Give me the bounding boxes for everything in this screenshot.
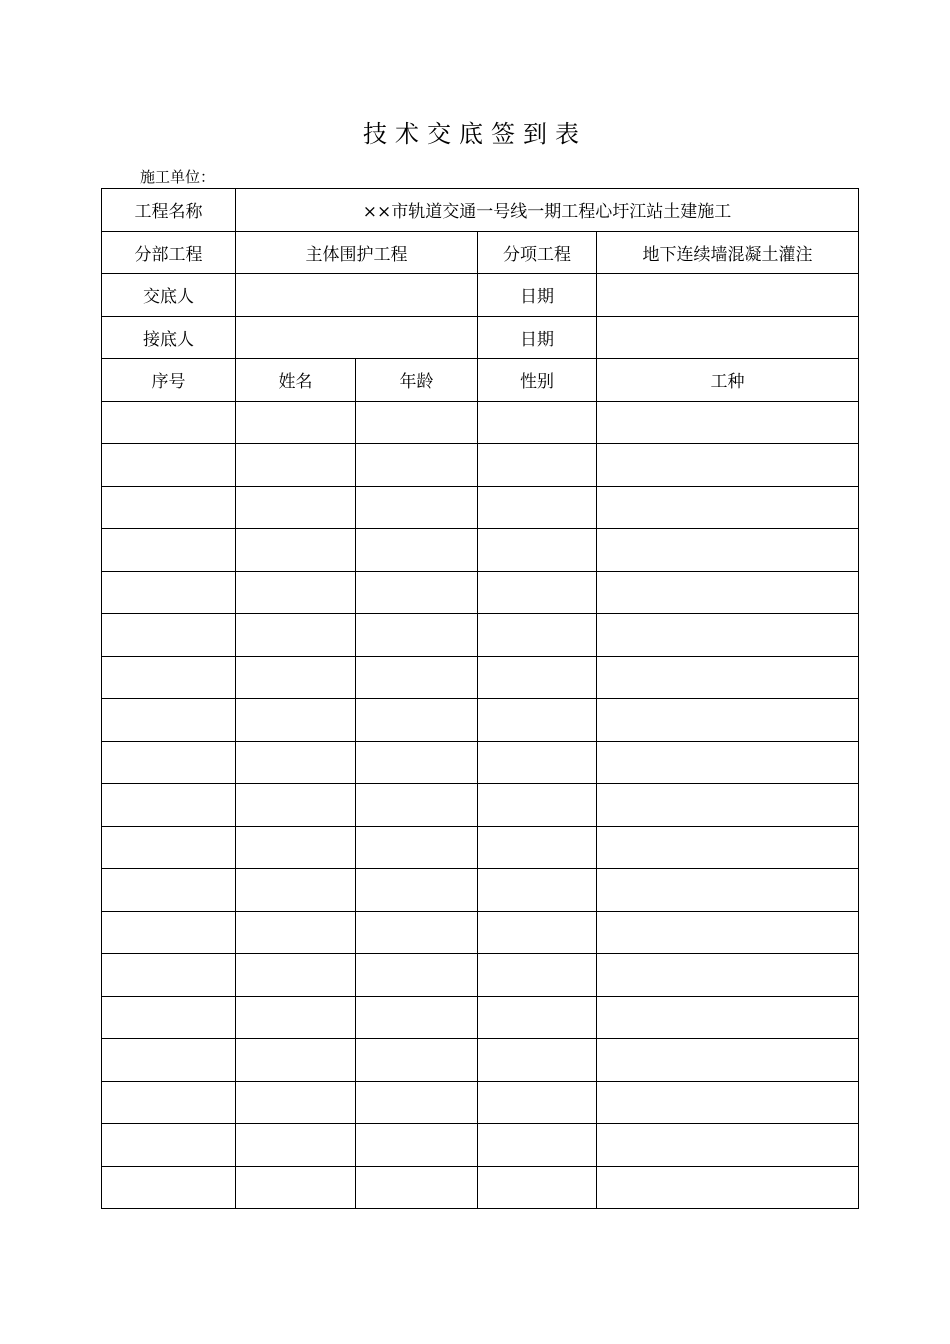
serial-cell[interactable] bbox=[102, 826, 236, 869]
issuer-value[interactable] bbox=[236, 274, 478, 317]
sub-project-row bbox=[102, 231, 859, 274]
receiver-value[interactable] bbox=[236, 316, 478, 359]
trade-cell[interactable] bbox=[597, 869, 859, 912]
age-cell[interactable] bbox=[356, 614, 478, 657]
trade-cell[interactable] bbox=[597, 826, 859, 869]
name-cell[interactable] bbox=[236, 826, 356, 869]
trade-cell[interactable] bbox=[597, 699, 859, 742]
table-row bbox=[102, 954, 859, 997]
age-cell[interactable] bbox=[356, 1166, 478, 1209]
table-row bbox=[102, 869, 859, 912]
gender-cell[interactable] bbox=[478, 996, 597, 1039]
age-cell[interactable] bbox=[356, 656, 478, 699]
gender-cell[interactable] bbox=[478, 486, 597, 529]
serial-cell[interactable] bbox=[102, 1039, 236, 1082]
name-cell[interactable] bbox=[236, 741, 356, 784]
name-cell[interactable] bbox=[236, 1039, 356, 1082]
serial-cell[interactable] bbox=[102, 486, 236, 529]
age-cell[interactable] bbox=[356, 1124, 478, 1167]
column-header-row bbox=[102, 359, 859, 402]
age-cell[interactable] bbox=[356, 1081, 478, 1124]
age-cell[interactable] bbox=[356, 699, 478, 742]
serial-cell[interactable] bbox=[102, 571, 236, 614]
issuer-row bbox=[102, 274, 859, 317]
age-cell[interactable] bbox=[356, 784, 478, 827]
trade-cell[interactable] bbox=[597, 784, 859, 827]
trade-cell[interactable] bbox=[597, 1166, 859, 1209]
age-cell[interactable] bbox=[356, 571, 478, 614]
name-cell[interactable] bbox=[236, 911, 356, 954]
issuer-label: 交底人 bbox=[102, 274, 236, 317]
serial-cell[interactable] bbox=[102, 1166, 236, 1209]
trade-cell[interactable] bbox=[597, 1124, 859, 1167]
table-row bbox=[102, 1039, 859, 1082]
gender-cell[interactable] bbox=[478, 401, 597, 444]
serial-cell[interactable] bbox=[102, 869, 236, 912]
name-cell[interactable] bbox=[236, 571, 356, 614]
project-name-label: 工程名称 bbox=[102, 189, 236, 232]
table-row bbox=[102, 699, 859, 742]
column-header-name: 姓名 bbox=[236, 359, 356, 402]
gender-cell[interactable] bbox=[478, 1166, 597, 1209]
serial-cell[interactable] bbox=[102, 444, 236, 487]
column-header-serial: 序号 bbox=[102, 359, 236, 402]
serial-cell[interactable] bbox=[102, 699, 236, 742]
name-cell[interactable] bbox=[236, 1081, 356, 1124]
name-cell[interactable] bbox=[236, 996, 356, 1039]
page-title: 技术交底签到表 bbox=[363, 120, 587, 148]
receiver-date-value[interactable] bbox=[597, 316, 859, 359]
sign-in-table bbox=[101, 188, 859, 1209]
trade-cell[interactable] bbox=[597, 741, 859, 784]
age-cell[interactable] bbox=[356, 741, 478, 784]
name-cell[interactable] bbox=[236, 1124, 356, 1167]
serial-cell[interactable] bbox=[102, 401, 236, 444]
trade-cell[interactable] bbox=[597, 486, 859, 529]
gender-cell[interactable] bbox=[478, 444, 597, 487]
gender-cell[interactable] bbox=[478, 911, 597, 954]
table-row bbox=[102, 1166, 859, 1209]
name-cell[interactable] bbox=[236, 699, 356, 742]
table-row bbox=[102, 826, 859, 869]
gender-cell[interactable] bbox=[478, 826, 597, 869]
trade-cell[interactable] bbox=[597, 954, 859, 997]
name-cell[interactable] bbox=[236, 656, 356, 699]
project-name-value[interactable]: ××市轨道交通一号线一期工程心圩江站土建施工 bbox=[236, 189, 859, 232]
issuer-date-label: 日期 bbox=[478, 274, 597, 317]
name-cell[interactable] bbox=[236, 954, 356, 997]
project-name-row bbox=[102, 189, 859, 232]
table-row bbox=[102, 1081, 859, 1124]
gender-cell[interactable] bbox=[478, 1039, 597, 1082]
table-row bbox=[102, 741, 859, 784]
serial-cell[interactable] bbox=[102, 954, 236, 997]
trade-cell[interactable] bbox=[597, 529, 859, 572]
table-row bbox=[102, 1124, 859, 1167]
serial-cell[interactable] bbox=[102, 614, 236, 657]
table-row bbox=[102, 571, 859, 614]
trade-cell[interactable] bbox=[597, 401, 859, 444]
gender-cell[interactable] bbox=[478, 741, 597, 784]
name-cell[interactable] bbox=[236, 529, 356, 572]
name-cell[interactable] bbox=[236, 614, 356, 657]
table-row bbox=[102, 614, 859, 657]
age-cell[interactable] bbox=[356, 1039, 478, 1082]
serial-cell[interactable] bbox=[102, 1124, 236, 1167]
table-row bbox=[102, 401, 859, 444]
receiver-date-label: 日期 bbox=[478, 316, 597, 359]
gender-cell[interactable] bbox=[478, 614, 597, 657]
table-row bbox=[102, 529, 859, 572]
table-row bbox=[102, 784, 859, 827]
trade-cell[interactable] bbox=[597, 1039, 859, 1082]
gender-cell[interactable] bbox=[478, 954, 597, 997]
age-cell[interactable] bbox=[356, 826, 478, 869]
gender-cell[interactable] bbox=[478, 699, 597, 742]
table-row bbox=[102, 911, 859, 954]
gender-cell[interactable] bbox=[478, 869, 597, 912]
serial-cell[interactable] bbox=[102, 784, 236, 827]
name-cell[interactable] bbox=[236, 401, 356, 444]
name-cell[interactable] bbox=[236, 869, 356, 912]
age-cell[interactable] bbox=[356, 869, 478, 912]
table-row bbox=[102, 444, 859, 487]
age-cell[interactable] bbox=[356, 954, 478, 997]
trade-cell[interactable] bbox=[597, 614, 859, 657]
age-cell[interactable] bbox=[356, 529, 478, 572]
name-cell[interactable] bbox=[236, 486, 356, 529]
trade-cell[interactable] bbox=[597, 656, 859, 699]
serial-cell[interactable] bbox=[102, 656, 236, 699]
age-cell[interactable] bbox=[356, 401, 478, 444]
item-project-label: 分项工程 bbox=[478, 231, 597, 274]
trade-cell[interactable] bbox=[597, 571, 859, 614]
gender-cell[interactable] bbox=[478, 1081, 597, 1124]
name-cell[interactable] bbox=[236, 444, 356, 487]
table-row bbox=[102, 486, 859, 529]
sub-project-label: 分部工程 bbox=[102, 231, 236, 274]
gender-cell[interactable] bbox=[478, 529, 597, 572]
gender-cell[interactable] bbox=[478, 784, 597, 827]
serial-cell[interactable] bbox=[102, 996, 236, 1039]
serial-cell[interactable] bbox=[102, 911, 236, 954]
receiver-row bbox=[102, 316, 859, 359]
receiver-label: 接底人 bbox=[102, 316, 236, 359]
trade-cell[interactable] bbox=[597, 1081, 859, 1124]
age-cell[interactable] bbox=[356, 996, 478, 1039]
age-cell[interactable] bbox=[356, 444, 478, 487]
construction-unit-label: 施工单位： bbox=[140, 168, 216, 186]
item-project-value[interactable]: 地下连续墙混凝土灌注 bbox=[597, 231, 859, 274]
sub-project-value[interactable]: 主体围护工程 bbox=[236, 231, 478, 274]
table-row bbox=[102, 996, 859, 1039]
column-header-age: 年龄 bbox=[356, 359, 478, 402]
trade-cell[interactable] bbox=[597, 444, 859, 487]
trade-cell[interactable] bbox=[597, 996, 859, 1039]
gender-cell[interactable] bbox=[478, 571, 597, 614]
column-header-gender: 性别 bbox=[478, 359, 597, 402]
trade-cell[interactable] bbox=[597, 911, 859, 954]
serial-cell[interactable] bbox=[102, 529, 236, 572]
gender-cell[interactable] bbox=[478, 1124, 597, 1167]
age-cell[interactable] bbox=[356, 486, 478, 529]
issuer-date-value[interactable] bbox=[597, 274, 859, 317]
serial-cell[interactable] bbox=[102, 1081, 236, 1124]
name-cell[interactable] bbox=[236, 784, 356, 827]
column-header-trade: 工种 bbox=[597, 359, 859, 402]
age-cell[interactable] bbox=[356, 911, 478, 954]
gender-cell[interactable] bbox=[478, 656, 597, 699]
name-cell[interactable] bbox=[236, 1166, 356, 1209]
serial-cell[interactable] bbox=[102, 741, 236, 784]
table-row bbox=[102, 656, 859, 699]
